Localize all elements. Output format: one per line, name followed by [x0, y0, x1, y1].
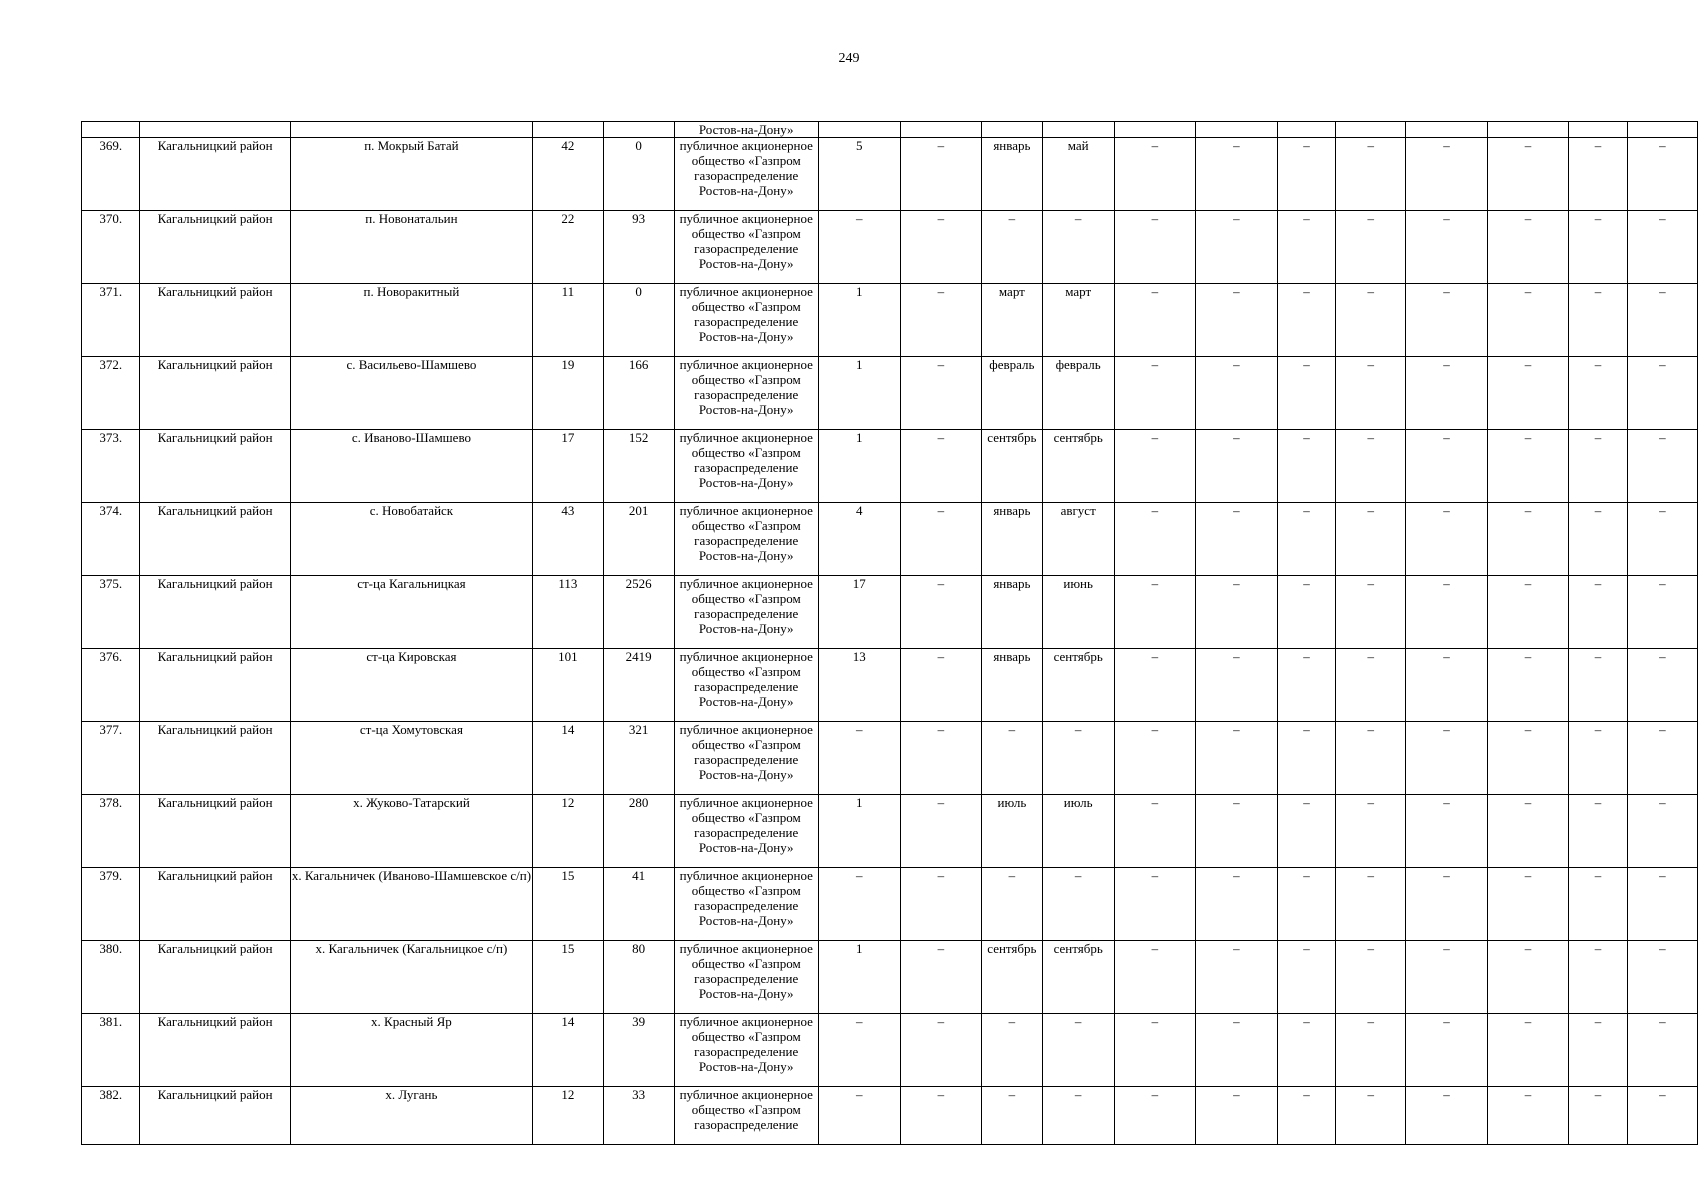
- cell-value: –: [1336, 284, 1406, 357]
- cell-locality: х. Жуково-Татарский: [290, 795, 532, 868]
- cell-value: –: [1569, 357, 1628, 430]
- cell-num: [82, 122, 140, 138]
- cell-value: –: [1336, 649, 1406, 722]
- cell-value: –: [1487, 430, 1568, 503]
- cell-month-end: сентябрь: [1042, 649, 1114, 722]
- cell-empty: [1042, 122, 1114, 138]
- cell-month-end: февраль: [1042, 357, 1114, 430]
- cell-month-end: –: [1042, 1014, 1114, 1087]
- cell-locality: х. Кагальничек (Кагальницкое с/п): [290, 941, 532, 1014]
- cell-district: Кагальницкий район: [140, 722, 290, 795]
- table-row: [82, 211, 1698, 284]
- cell-month-end: июнь: [1042, 576, 1114, 649]
- cell-month-start: сентябрь: [982, 430, 1043, 503]
- cell-month-start: январь: [982, 138, 1043, 211]
- cell-value: –: [1569, 1014, 1628, 1087]
- cell-value: –: [1114, 868, 1195, 941]
- cell-organization: публичное акционерное общество «Газпром газораспределение Ростов-на-Дону»: [674, 576, 818, 649]
- table-row: [82, 138, 1698, 211]
- cell-value: –: [818, 1014, 900, 1087]
- cell-value: –: [1406, 284, 1487, 357]
- cell-count: 33: [603, 1087, 674, 1145]
- cell-month-end: август: [1042, 503, 1114, 576]
- cell-value: 1: [818, 795, 900, 868]
- cell-month-end: –: [1042, 722, 1114, 795]
- cell-value: –: [1336, 211, 1406, 284]
- cell-locality: х. Лугань: [290, 1087, 532, 1145]
- cell-empty: [900, 122, 981, 138]
- cell-empty: [818, 122, 900, 138]
- cell-value: –: [1627, 357, 1697, 430]
- cell-value: –: [1196, 722, 1277, 795]
- cell-value: –: [1406, 649, 1487, 722]
- cell-empty: [1196, 122, 1277, 138]
- cell-value: –: [900, 1087, 981, 1145]
- table-row: [82, 941, 1698, 1014]
- cell-value: –: [1277, 138, 1336, 211]
- cell-value: –: [1627, 576, 1697, 649]
- cell-month-end: –: [1042, 211, 1114, 284]
- cell-count: 2526: [603, 576, 674, 649]
- cell-month-end: июль: [1042, 795, 1114, 868]
- cell-value: –: [1569, 795, 1628, 868]
- cell-organization: публичное акционерное общество «Газпром газораспределение Ростов-на-Дону»: [674, 503, 818, 576]
- cell-num: 369.: [82, 138, 140, 211]
- cell-district: Кагальницкий район: [140, 941, 290, 1014]
- table-row: [82, 430, 1698, 503]
- cell-value: –: [1336, 868, 1406, 941]
- cell-value: –: [1114, 1087, 1195, 1145]
- cell-count: 42: [533, 138, 604, 211]
- cell-value: –: [818, 211, 900, 284]
- cell-value: –: [900, 649, 981, 722]
- cell-locality: ст-ца Кагальницкая: [290, 576, 532, 649]
- cell-locality: с. Новобатайск: [290, 503, 532, 576]
- cell-value: –: [900, 868, 981, 941]
- cell-value: 1: [818, 284, 900, 357]
- cell-month-start: июль: [982, 795, 1043, 868]
- cell-empty: [1569, 122, 1628, 138]
- cell-num: 379.: [82, 868, 140, 941]
- cell-value: –: [1406, 503, 1487, 576]
- cell-value: –: [1627, 941, 1697, 1014]
- cell-organization: публичное акционерное общество «Газпром газораспределение Ростов-на-Дону»: [674, 211, 818, 284]
- cell-locality: п. Новоракитный: [290, 284, 532, 357]
- cell-value: –: [1277, 503, 1336, 576]
- cell-month-start: –: [982, 1014, 1043, 1087]
- cell-value: –: [1406, 430, 1487, 503]
- cell-value: –: [1196, 1014, 1277, 1087]
- cell-value: –: [1406, 138, 1487, 211]
- cell-value: –: [900, 1014, 981, 1087]
- cell-value: –: [1196, 211, 1277, 284]
- table-body: [82, 122, 1698, 1145]
- cell-value: –: [1569, 138, 1628, 211]
- cell-locality: с. Васильево-Шамшево: [290, 357, 532, 430]
- cell-organization: публичное акционерное общество «Газпром газораспределение Ростов-на-Дону»: [674, 795, 818, 868]
- cell-value: –: [1114, 1014, 1195, 1087]
- cell-organization: публичное акционерное общество «Газпром газораспределение: [674, 1087, 818, 1145]
- cell-num: 377.: [82, 722, 140, 795]
- cell-value: –: [818, 722, 900, 795]
- table-row: [82, 795, 1698, 868]
- cell-value: –: [1114, 138, 1195, 211]
- cell-count: 43: [533, 503, 604, 576]
- cell-value: –: [1277, 357, 1336, 430]
- cell-num: 372.: [82, 357, 140, 430]
- cell-value: –: [1336, 430, 1406, 503]
- cell-value: –: [1569, 576, 1628, 649]
- cell-value: –: [1277, 722, 1336, 795]
- cell-num: 370.: [82, 211, 140, 284]
- cell-organization: публичное акционерное общество «Газпром газораспределение Ростов-на-Дону»: [674, 357, 818, 430]
- cell-organization: публичное акционерное общество «Газпром газораспределение Ростов-на-Дону»: [674, 941, 818, 1014]
- cell-district: Кагальницкий район: [140, 649, 290, 722]
- cell-value: –: [1277, 795, 1336, 868]
- cell-district: Кагальницкий район: [140, 795, 290, 868]
- cell-month-start: январь: [982, 576, 1043, 649]
- cell-value: –: [900, 941, 981, 1014]
- cell-value: –: [1406, 1014, 1487, 1087]
- cell-value: –: [1406, 795, 1487, 868]
- cell-num: 374.: [82, 503, 140, 576]
- cell-value: –: [1569, 941, 1628, 1014]
- cell-locality: ст-ца Кировская: [290, 649, 532, 722]
- cell-value: –: [1336, 795, 1406, 868]
- cell-value: 17: [818, 576, 900, 649]
- cell-district: Кагальницкий район: [140, 138, 290, 211]
- cell-value: –: [1487, 211, 1568, 284]
- cell-count: 321: [603, 722, 674, 795]
- cell-count: 11: [533, 284, 604, 357]
- cell-value: –: [1196, 430, 1277, 503]
- cell-count: 166: [603, 357, 674, 430]
- cell-value: –: [1487, 722, 1568, 795]
- cell-month-start: –: [982, 211, 1043, 284]
- cell-value: –: [1487, 357, 1568, 430]
- cell-value: –: [1196, 284, 1277, 357]
- cell-value: –: [1114, 649, 1195, 722]
- cell-value: –: [1569, 1087, 1628, 1145]
- cell-value: –: [1406, 941, 1487, 1014]
- cell-value: –: [1336, 1087, 1406, 1145]
- cell-month-start: сентябрь: [982, 941, 1043, 1014]
- cell-value: –: [1114, 576, 1195, 649]
- cell-value: –: [1487, 503, 1568, 576]
- cell-value: 5: [818, 138, 900, 211]
- cell-value: –: [1196, 1087, 1277, 1145]
- cell-value: –: [1196, 868, 1277, 941]
- cell-value: –: [900, 357, 981, 430]
- cell-organization: публичное акционерное общество «Газпром газораспределение Ростов-на-Дону»: [674, 1014, 818, 1087]
- cell-district: Кагальницкий район: [140, 1087, 290, 1145]
- cell-value: –: [900, 576, 981, 649]
- cell-value: –: [1487, 868, 1568, 941]
- cell-organization: публичное акционерное общество «Газпром газораспределение Ростов-на-Дону»: [674, 284, 818, 357]
- table-row: [82, 722, 1698, 795]
- cell-month-start: –: [982, 868, 1043, 941]
- cell-organization: публичное акционерное общество «Газпром газораспределение Ростов-на-Дону»: [674, 868, 818, 941]
- cell-month-end: –: [1042, 1087, 1114, 1145]
- cell-count: 0: [603, 138, 674, 211]
- cell-value: –: [1627, 138, 1697, 211]
- cell-value: –: [1569, 284, 1628, 357]
- cell-value: –: [1114, 722, 1195, 795]
- cell-count: 15: [533, 941, 604, 1014]
- cell-num: 382.: [82, 1087, 140, 1145]
- cell-value: –: [1627, 211, 1697, 284]
- cell-empty: [1336, 122, 1406, 138]
- cell-count: 201: [603, 503, 674, 576]
- cell-value: –: [1196, 576, 1277, 649]
- cell-num: 371.: [82, 284, 140, 357]
- cell-value: –: [1114, 941, 1195, 1014]
- cell-value: –: [1277, 576, 1336, 649]
- cell-locality: п. Новонатальин: [290, 211, 532, 284]
- cell-value: –: [1627, 1087, 1697, 1145]
- cell-count: 280: [603, 795, 674, 868]
- cell-value: –: [1487, 795, 1568, 868]
- cell-organization: публичное акционерное общество «Газпром газораспределение Ростов-на-Дону»: [674, 430, 818, 503]
- cell-value: –: [1336, 722, 1406, 795]
- cell-value: –: [1627, 503, 1697, 576]
- cell-value: –: [1487, 576, 1568, 649]
- cell-value: –: [1627, 430, 1697, 503]
- cell-value: –: [1406, 576, 1487, 649]
- cell-num: 381.: [82, 1014, 140, 1087]
- cell-value: –: [1406, 868, 1487, 941]
- cell-value: –: [1277, 211, 1336, 284]
- cell-locality: п. Мокрый Батай: [290, 138, 532, 211]
- cell-value: –: [1336, 357, 1406, 430]
- cell-value: –: [1114, 211, 1195, 284]
- cell-value: –: [1627, 722, 1697, 795]
- cell-value: –: [818, 1087, 900, 1145]
- cell-empty: [1627, 122, 1697, 138]
- cell-value: –: [1336, 941, 1406, 1014]
- cell-count: 14: [533, 1014, 604, 1087]
- cell-month-start: январь: [982, 649, 1043, 722]
- cell-value: –: [1627, 649, 1697, 722]
- cell-value: –: [1336, 1014, 1406, 1087]
- cell-value: –: [1114, 284, 1195, 357]
- cell-value: –: [1114, 430, 1195, 503]
- table-row: [82, 868, 1698, 941]
- cell-empty: [1114, 122, 1195, 138]
- cell-value: –: [1336, 576, 1406, 649]
- cell-month-start: –: [982, 722, 1043, 795]
- cell-value: –: [1336, 138, 1406, 211]
- cell-district: Кагальницкий район: [140, 868, 290, 941]
- cell-month-end: сентябрь: [1042, 941, 1114, 1014]
- cell-organization: публичное акционерное общество «Газпром газораспределение Ростов-на-Дону»: [674, 649, 818, 722]
- cell-locality: с. Иваново-Шамшево: [290, 430, 532, 503]
- cell-count: 101: [533, 649, 604, 722]
- cell-value: –: [900, 722, 981, 795]
- cell-value: –: [1336, 503, 1406, 576]
- cell-value: 1: [818, 941, 900, 1014]
- cell-count: 113: [533, 576, 604, 649]
- cell-district: Кагальницкий район: [140, 284, 290, 357]
- table-row: [82, 284, 1698, 357]
- cell-district: Кагальницкий район: [140, 211, 290, 284]
- cell-count: 12: [533, 1087, 604, 1145]
- cell-num: 373.: [82, 430, 140, 503]
- table-row-continuation: [82, 122, 1698, 138]
- cell-value: –: [1406, 357, 1487, 430]
- cell-value: –: [1487, 1087, 1568, 1145]
- cell-value: –: [1627, 284, 1697, 357]
- cell-value: –: [1277, 1087, 1336, 1145]
- cell-count: 22: [533, 211, 604, 284]
- cell-district: Кагальницкий район: [140, 576, 290, 649]
- table-row: [82, 357, 1698, 430]
- table-row: [82, 649, 1698, 722]
- cell-district: Кагальницкий район: [140, 1014, 290, 1087]
- cell-month-end: март: [1042, 284, 1114, 357]
- cell-value: –: [1569, 868, 1628, 941]
- cell-locality: [290, 122, 532, 138]
- cell-value: –: [900, 211, 981, 284]
- cell-value: –: [818, 868, 900, 941]
- page-number: 249: [838, 51, 860, 66]
- cell-month-end: –: [1042, 868, 1114, 941]
- cell-value: –: [1487, 284, 1568, 357]
- table-row: [82, 576, 1698, 649]
- cell-value: –: [1277, 941, 1336, 1014]
- cell-value: –: [1196, 503, 1277, 576]
- cell-count: 17: [533, 430, 604, 503]
- cell-value: –: [1196, 357, 1277, 430]
- cell-value: –: [1114, 357, 1195, 430]
- cell-value: –: [1487, 138, 1568, 211]
- cell-value: –: [1114, 503, 1195, 576]
- cell-count: 93: [603, 211, 674, 284]
- cell-organization: Ростов-на-Дону»: [674, 122, 818, 138]
- cell-count: 14: [533, 722, 604, 795]
- cell-value: –: [900, 284, 981, 357]
- cell-value: 4: [818, 503, 900, 576]
- cell-count: 39: [603, 1014, 674, 1087]
- cell-value: –: [1277, 1014, 1336, 1087]
- cell-count: [603, 122, 674, 138]
- cell-count: 0: [603, 284, 674, 357]
- cell-empty: [1406, 122, 1487, 138]
- cell-locality: х. Красный Яр: [290, 1014, 532, 1087]
- cell-count: 80: [603, 941, 674, 1014]
- cell-value: –: [1487, 941, 1568, 1014]
- cell-value: –: [1569, 722, 1628, 795]
- cell-value: –: [1627, 868, 1697, 941]
- cell-count: 2419: [603, 649, 674, 722]
- cell-value: –: [1277, 430, 1336, 503]
- cell-value: –: [1196, 649, 1277, 722]
- cell-value: 1: [818, 357, 900, 430]
- table-row: [82, 1014, 1698, 1087]
- cell-month-start: март: [982, 284, 1043, 357]
- cell-value: –: [900, 138, 981, 211]
- cell-value: –: [1277, 868, 1336, 941]
- cell-value: –: [900, 430, 981, 503]
- cell-value: –: [1114, 795, 1195, 868]
- cell-value: –: [1487, 1014, 1568, 1087]
- cell-count: 15: [533, 868, 604, 941]
- cell-empty: [1277, 122, 1336, 138]
- cell-count: 19: [533, 357, 604, 430]
- cell-organization: публичное акционерное общество «Газпром газораспределение Ростов-на-Дону»: [674, 722, 818, 795]
- cell-value: –: [1569, 211, 1628, 284]
- cell-value: –: [1406, 211, 1487, 284]
- cell-value: –: [1569, 430, 1628, 503]
- cell-value: –: [1406, 1087, 1487, 1145]
- cell-month-start: февраль: [982, 357, 1043, 430]
- cell-value: –: [1196, 138, 1277, 211]
- cell-locality: ст-ца Хомутовская: [290, 722, 532, 795]
- cell-locality: х. Кагальничек (Иваново-Шамшевское с/п): [290, 868, 532, 941]
- cell-num: 378.: [82, 795, 140, 868]
- cell-value: –: [1569, 649, 1628, 722]
- cell-district: [140, 122, 290, 138]
- cell-empty: [1487, 122, 1568, 138]
- cell-month-start: январь: [982, 503, 1043, 576]
- cell-count: 152: [603, 430, 674, 503]
- cell-month-end: май: [1042, 138, 1114, 211]
- cell-value: 1: [818, 430, 900, 503]
- cell-value: –: [900, 795, 981, 868]
- cell-num: 376.: [82, 649, 140, 722]
- cell-value: –: [900, 503, 981, 576]
- table-row: [82, 1087, 1698, 1145]
- cell-count: 41: [603, 868, 674, 941]
- cell-district: Кагальницкий район: [140, 357, 290, 430]
- cell-value: –: [1627, 795, 1697, 868]
- cell-value: 13: [818, 649, 900, 722]
- cell-value: –: [1277, 284, 1336, 357]
- cell-num: 380.: [82, 941, 140, 1014]
- cell-value: –: [1487, 649, 1568, 722]
- cell-district: Кагальницкий район: [140, 430, 290, 503]
- cell-month-end: сентябрь: [1042, 430, 1114, 503]
- cell-value: –: [1406, 722, 1487, 795]
- gasification-table: [81, 121, 1698, 1145]
- cell-count: [533, 122, 604, 138]
- cell-organization: публичное акционерное общество «Газпром газораспределение Ростов-на-Дону»: [674, 138, 818, 211]
- cell-value: –: [1569, 503, 1628, 576]
- cell-value: –: [1196, 941, 1277, 1014]
- table-row: [82, 503, 1698, 576]
- cell-value: –: [1277, 649, 1336, 722]
- cell-empty: [982, 122, 1043, 138]
- cell-num: 375.: [82, 576, 140, 649]
- cell-value: –: [1196, 795, 1277, 868]
- cell-count: 12: [533, 795, 604, 868]
- cell-value: –: [1627, 1014, 1697, 1087]
- cell-district: Кагальницкий район: [140, 503, 290, 576]
- cell-month-start: –: [982, 1087, 1043, 1145]
